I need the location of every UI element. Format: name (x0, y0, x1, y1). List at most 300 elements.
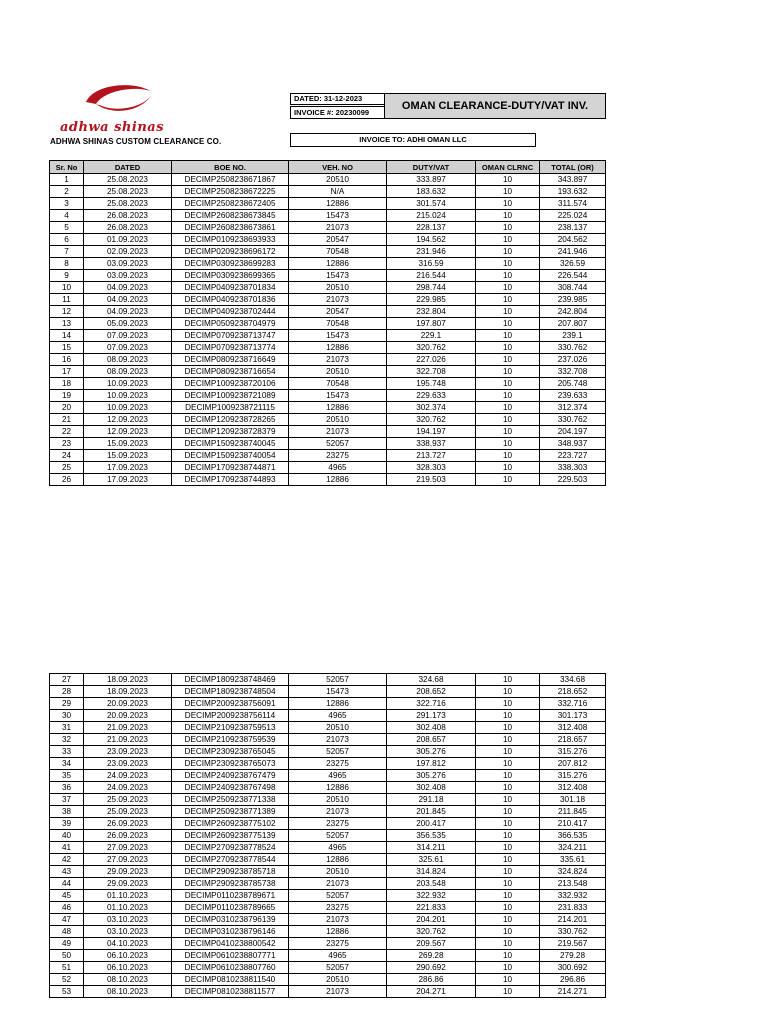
table-row (50, 342, 606, 354)
veh-no-cell: 20510 (289, 974, 387, 986)
table-row (50, 806, 606, 818)
table-row (50, 782, 606, 794)
sr-no-cell: 39 (50, 818, 84, 830)
veh-no-cell: 15473 (289, 210, 387, 222)
duty-vat-cell: 286.86 (387, 974, 476, 986)
oman-clrnc-cell: 10 (476, 818, 540, 830)
veh-no-cell: 21073 (289, 914, 387, 926)
table-row (50, 914, 606, 926)
veh-no-cell: 12886 (289, 782, 387, 794)
duty-vat-cell: 200.417 (387, 818, 476, 830)
total-cell: 231.833 (540, 902, 606, 914)
boe-no-cell: DECIMP0309238699283 (172, 258, 289, 270)
oman-clrnc-cell: 10 (476, 782, 540, 794)
date-cell: 10.09.2023 (84, 378, 172, 390)
sr-no-cell: 40 (50, 830, 84, 842)
oman-clrnc-cell: 10 (476, 306, 540, 318)
sr-no-cell: 49 (50, 938, 84, 950)
total-cell: 330.762 (540, 414, 606, 426)
sr-no-cell: 38 (50, 806, 84, 818)
table-row (50, 222, 606, 234)
total-cell: 207.807 (540, 318, 606, 330)
boe-no-cell: DECIMP2508238672225 (172, 186, 289, 198)
sr-no-cell: 33 (50, 746, 84, 758)
boe-no-cell: DECIMP2508238671867 (172, 174, 289, 186)
duty-vat-cell: 221.833 (387, 902, 476, 914)
date-cell: 08.10.2023 (84, 986, 172, 998)
oman-clrnc-cell: 10 (476, 294, 540, 306)
duty-vat-cell: 316.59 (387, 258, 476, 270)
boe-no-cell: DECIMP0810238811540 (172, 974, 289, 986)
table-row (50, 210, 606, 222)
date-cell: 24.09.2023 (84, 770, 172, 782)
oman-clrnc-cell: 10 (476, 318, 540, 330)
duty-vat-cell: 229.1 (387, 330, 476, 342)
duty-vat-cell: 208.657 (387, 734, 476, 746)
duty-vat-cell: 305.276 (387, 770, 476, 782)
duty-vat-cell: 183.632 (387, 186, 476, 198)
oman-clrnc-cell: 10 (476, 902, 540, 914)
sr-no-cell: 17 (50, 366, 84, 378)
oman-clrnc-cell: 10 (476, 174, 540, 186)
oman-clrnc-cell: 10 (476, 854, 540, 866)
table-row (50, 426, 606, 438)
duty-vat-cell: 204.271 (387, 986, 476, 998)
oman-clrnc-cell: 10 (476, 402, 540, 414)
boe-no-cell: DECIMP1009238721089 (172, 390, 289, 402)
total-cell: 308.744 (540, 282, 606, 294)
boe-no-cell: DECIMP0409238701834 (172, 282, 289, 294)
veh-no-cell: 4965 (289, 770, 387, 782)
duty-vat-cell: 269.28 (387, 950, 476, 962)
table-row (50, 270, 606, 282)
duty-vat-cell: 216.544 (387, 270, 476, 282)
col-header-boe-no: BOE NO. (172, 161, 289, 174)
date-cell: 26.08.2023 (84, 222, 172, 234)
total-cell: 330.762 (540, 342, 606, 354)
duty-vat-cell: 291.173 (387, 710, 476, 722)
table-row (50, 366, 606, 378)
duty-vat-cell: 201.845 (387, 806, 476, 818)
oman-clrnc-cell: 10 (476, 950, 540, 962)
table-row (50, 306, 606, 318)
date-cell: 29.09.2023 (84, 878, 172, 890)
boe-no-cell: DECIMP1009238721115 (172, 402, 289, 414)
table-row (50, 938, 606, 950)
oman-clrnc-cell: 10 (476, 186, 540, 198)
total-cell: 348.937 (540, 438, 606, 450)
oman-clrnc-cell: 10 (476, 758, 540, 770)
date-cell: 25.09.2023 (84, 794, 172, 806)
oman-clrnc-cell: 10 (476, 354, 540, 366)
table-row (50, 330, 606, 342)
col-header-oman-clrnc: OMAN CLRNC (476, 161, 540, 174)
boe-no-cell: DECIMP0810238811577 (172, 986, 289, 998)
sr-no-cell: 21 (50, 414, 84, 426)
boe-no-cell: DECIMP2508238672405 (172, 198, 289, 210)
duty-vat-cell: 324.68 (387, 674, 476, 686)
col-header-veh-no: VEH. NO (289, 161, 387, 174)
date-cell: 18.09.2023 (84, 674, 172, 686)
duty-vat-cell: 229.633 (387, 390, 476, 402)
col-header-duty-vat: DUTY/VAT (387, 161, 476, 174)
veh-no-cell: 20510 (289, 722, 387, 734)
sr-no-cell: 46 (50, 902, 84, 914)
duty-vat-cell: 194.197 (387, 426, 476, 438)
boe-no-cell: DECIMP1809238748469 (172, 674, 289, 686)
total-cell: 366.535 (540, 830, 606, 842)
total-cell: 279.28 (540, 950, 606, 962)
duty-vat-cell: 322.716 (387, 698, 476, 710)
date-cell: 23.09.2023 (84, 746, 172, 758)
sr-no-cell: 29 (50, 698, 84, 710)
sr-no-cell: 41 (50, 842, 84, 854)
boe-no-cell: DECIMP2709238778544 (172, 854, 289, 866)
total-cell: 330.762 (540, 926, 606, 938)
date-cell: 03.10.2023 (84, 926, 172, 938)
oman-clrnc-cell: 10 (476, 342, 540, 354)
oman-clrnc-cell: 10 (476, 674, 540, 686)
boe-no-cell: DECIMP1709238744893 (172, 474, 289, 486)
logo-wordmark: adhwa shinas (60, 120, 165, 135)
total-cell: 218.652 (540, 686, 606, 698)
date-cell: 08.10.2023 (84, 974, 172, 986)
date-cell: 27.09.2023 (84, 854, 172, 866)
table-row (50, 390, 606, 402)
date-cell: 07.09.2023 (84, 330, 172, 342)
table-row (50, 866, 606, 878)
total-cell: 229.503 (540, 474, 606, 486)
table-row (50, 402, 606, 414)
duty-vat-cell: 320.762 (387, 342, 476, 354)
table-row (50, 462, 606, 474)
duty-vat-cell: 231.946 (387, 246, 476, 258)
duty-vat-cell: 305.276 (387, 746, 476, 758)
total-cell: 324.211 (540, 842, 606, 854)
sr-no-cell: 50 (50, 950, 84, 962)
sr-no-cell: 26 (50, 474, 84, 486)
date-cell: 29.09.2023 (84, 866, 172, 878)
sr-no-cell: 8 (50, 258, 84, 270)
boe-no-cell: DECIMP0409238702444 (172, 306, 289, 318)
table-row (50, 722, 606, 734)
veh-no-cell: 52057 (289, 890, 387, 902)
table-row (50, 962, 606, 974)
veh-no-cell: 12886 (289, 698, 387, 710)
sr-no-cell: 22 (50, 426, 84, 438)
sr-no-cell: 4 (50, 210, 84, 222)
total-cell: 210.417 (540, 818, 606, 830)
table-row (50, 854, 606, 866)
table-row (50, 354, 606, 366)
oman-clrnc-cell: 10 (476, 770, 540, 782)
total-cell: 239.633 (540, 390, 606, 402)
oman-clrnc-cell: 10 (476, 746, 540, 758)
duty-vat-cell: 298.744 (387, 282, 476, 294)
duty-vat-cell: 209.567 (387, 938, 476, 950)
veh-no-cell: 20510 (289, 366, 387, 378)
total-cell: 237.026 (540, 354, 606, 366)
table-row (50, 378, 606, 390)
total-cell: 214.271 (540, 986, 606, 998)
boe-no-cell: DECIMP2608238673861 (172, 222, 289, 234)
date-cell: 25.08.2023 (84, 174, 172, 186)
date-cell: 20.09.2023 (84, 710, 172, 722)
oman-clrnc-cell: 10 (476, 710, 540, 722)
duty-vat-cell: 219.503 (387, 474, 476, 486)
boe-no-cell: DECIMP2609238775102 (172, 818, 289, 830)
table-row (50, 974, 606, 986)
boe-no-cell: DECIMP1509238740054 (172, 450, 289, 462)
total-cell: 214.201 (540, 914, 606, 926)
total-cell: 242.804 (540, 306, 606, 318)
veh-no-cell: N/A (289, 186, 387, 198)
oman-clrnc-cell: 10 (476, 830, 540, 842)
total-cell: 335.61 (540, 854, 606, 866)
sr-no-cell: 14 (50, 330, 84, 342)
duty-vat-cell: 229.985 (387, 294, 476, 306)
sr-no-cell: 36 (50, 782, 84, 794)
date-cell: 06.10.2023 (84, 962, 172, 974)
sr-no-cell: 16 (50, 354, 84, 366)
sr-no-cell: 44 (50, 878, 84, 890)
document-title: OMAN CLEARANCE-DUTY/VAT INV. (384, 93, 606, 119)
duty-vat-cell: 232.804 (387, 306, 476, 318)
oman-clrnc-cell: 10 (476, 878, 540, 890)
veh-no-cell: 20510 (289, 866, 387, 878)
oman-clrnc-cell: 10 (476, 414, 540, 426)
veh-no-cell: 52057 (289, 746, 387, 758)
duty-vat-cell: 197.812 (387, 758, 476, 770)
veh-no-cell: 21073 (289, 806, 387, 818)
veh-no-cell: 20547 (289, 234, 387, 246)
veh-no-cell: 20547 (289, 306, 387, 318)
veh-no-cell: 20510 (289, 414, 387, 426)
total-cell: 315.276 (540, 746, 606, 758)
sr-no-cell: 19 (50, 390, 84, 402)
veh-no-cell: 21073 (289, 426, 387, 438)
date-cell: 12.09.2023 (84, 426, 172, 438)
date-cell: 02.09.2023 (84, 246, 172, 258)
oman-clrnc-cell: 10 (476, 938, 540, 950)
total-cell: 324.824 (540, 866, 606, 878)
boe-no-cell: DECIMP0109238693933 (172, 234, 289, 246)
boe-no-cell: DECIMP2509238771338 (172, 794, 289, 806)
date-cell: 15.09.2023 (84, 438, 172, 450)
sr-no-cell: 10 (50, 282, 84, 294)
date-cell: 26.08.2023 (84, 210, 172, 222)
date-cell: 01.10.2023 (84, 890, 172, 902)
boe-no-cell: DECIMP1809238748504 (172, 686, 289, 698)
veh-no-cell: 12886 (289, 474, 387, 486)
table-row (50, 186, 606, 198)
oman-clrnc-cell: 10 (476, 734, 540, 746)
boe-no-cell: DECIMP2109238759539 (172, 734, 289, 746)
company-logo (50, 82, 250, 152)
date-cell: 26.09.2023 (84, 818, 172, 830)
oman-clrnc-cell: 10 (476, 366, 540, 378)
duty-vat-cell: 194.562 (387, 234, 476, 246)
table-row (50, 198, 606, 210)
total-cell: 223.727 (540, 450, 606, 462)
table-row (50, 246, 606, 258)
veh-no-cell: 21073 (289, 222, 387, 234)
boe-no-cell: DECIMP1709238744871 (172, 462, 289, 474)
sr-no-cell: 2 (50, 186, 84, 198)
boe-no-cell: DECIMP2909238785738 (172, 878, 289, 890)
sr-no-cell: 28 (50, 686, 84, 698)
table-row (50, 830, 606, 842)
table-row (50, 438, 606, 450)
oman-clrnc-cell: 10 (476, 474, 540, 486)
table-row (50, 926, 606, 938)
oman-clrnc-cell: 10 (476, 282, 540, 294)
veh-no-cell: 15473 (289, 270, 387, 282)
total-cell: 301.173 (540, 710, 606, 722)
oman-clrnc-cell: 10 (476, 806, 540, 818)
date-cell: 25.08.2023 (84, 198, 172, 210)
oman-clrnc-cell: 10 (476, 686, 540, 698)
duty-vat-cell: 215.024 (387, 210, 476, 222)
date-cell: 17.09.2023 (84, 462, 172, 474)
total-cell: 338.303 (540, 462, 606, 474)
boe-no-cell: DECIMP2309238765045 (172, 746, 289, 758)
total-cell: 312.408 (540, 722, 606, 734)
table-row (50, 294, 606, 306)
duty-vat-cell: 213.727 (387, 450, 476, 462)
duty-vat-cell: 195.748 (387, 378, 476, 390)
total-cell: 241.946 (540, 246, 606, 258)
table-row (50, 450, 606, 462)
boe-no-cell: DECIMP0709238713774 (172, 342, 289, 354)
table-body-page-2 (50, 674, 606, 998)
total-cell: 213.548 (540, 878, 606, 890)
sr-no-cell: 9 (50, 270, 84, 282)
total-cell: 239.985 (540, 294, 606, 306)
veh-no-cell: 21073 (289, 986, 387, 998)
table-row (50, 674, 606, 686)
table-row (50, 770, 606, 782)
veh-no-cell: 20510 (289, 282, 387, 294)
veh-no-cell: 4965 (289, 842, 387, 854)
table-row (50, 734, 606, 746)
date-cell: 21.09.2023 (84, 722, 172, 734)
sr-no-cell: 20 (50, 402, 84, 414)
table-row (50, 890, 606, 902)
total-cell: 332.708 (540, 366, 606, 378)
oman-clrnc-cell: 10 (476, 962, 540, 974)
duty-vat-cell: 333.897 (387, 174, 476, 186)
boe-no-cell: DECIMP0110238789665 (172, 902, 289, 914)
table-row (50, 878, 606, 890)
oman-clrnc-cell: 10 (476, 390, 540, 402)
sr-no-cell: 42 (50, 854, 84, 866)
duty-vat-cell: 204.201 (387, 914, 476, 926)
veh-no-cell: 21073 (289, 294, 387, 306)
veh-no-cell: 4965 (289, 950, 387, 962)
oman-clrnc-cell: 10 (476, 986, 540, 998)
col-header-dated: DATED (84, 161, 172, 174)
boe-no-cell: DECIMP0310238796146 (172, 926, 289, 938)
date-cell: 15.09.2023 (84, 450, 172, 462)
sr-no-cell: 12 (50, 306, 84, 318)
oman-clrnc-cell: 10 (476, 198, 540, 210)
table-row (50, 318, 606, 330)
sr-no-cell: 3 (50, 198, 84, 210)
duty-vat-cell: 328.303 (387, 462, 476, 474)
veh-no-cell: 21073 (289, 354, 387, 366)
boe-no-cell: DECIMP0410238800542 (172, 938, 289, 950)
table-row (50, 842, 606, 854)
sr-no-cell: 1 (50, 174, 84, 186)
boe-no-cell: DECIMP2009238756091 (172, 698, 289, 710)
veh-no-cell: 52057 (289, 830, 387, 842)
col-header-total: TOTAL (OR) (540, 161, 606, 174)
oman-clrnc-cell: 10 (476, 258, 540, 270)
veh-no-cell: 12886 (289, 342, 387, 354)
total-cell: 204.562 (540, 234, 606, 246)
total-cell: 312.374 (540, 402, 606, 414)
total-cell: 343.897 (540, 174, 606, 186)
total-cell: 211.845 (540, 806, 606, 818)
sr-no-cell: 23 (50, 438, 84, 450)
sr-no-cell: 51 (50, 962, 84, 974)
boe-no-cell: DECIMP0610238807760 (172, 962, 289, 974)
date-cell: 27.09.2023 (84, 842, 172, 854)
logo-swoosh-icon (82, 82, 156, 118)
duty-vat-cell: 301.574 (387, 198, 476, 210)
date-cell: 25.08.2023 (84, 186, 172, 198)
boe-no-cell: DECIMP2509238771389 (172, 806, 289, 818)
oman-clrnc-cell: 10 (476, 210, 540, 222)
veh-no-cell: 20510 (289, 174, 387, 186)
boe-no-cell: DECIMP2409238767498 (172, 782, 289, 794)
date-cell: 04.09.2023 (84, 306, 172, 318)
sr-no-cell: 47 (50, 914, 84, 926)
total-cell: 326.59 (540, 258, 606, 270)
duty-vat-cell: 291.18 (387, 794, 476, 806)
veh-no-cell: 12886 (289, 198, 387, 210)
veh-no-cell: 15473 (289, 686, 387, 698)
oman-clrnc-cell: 10 (476, 866, 540, 878)
duty-vat-cell: 322.708 (387, 366, 476, 378)
oman-clrnc-cell: 10 (476, 222, 540, 234)
oman-clrnc-cell: 10 (476, 698, 540, 710)
sr-no-cell: 32 (50, 734, 84, 746)
duty-vat-cell: 227.026 (387, 354, 476, 366)
oman-clrnc-cell: 10 (476, 234, 540, 246)
veh-no-cell: 12886 (289, 258, 387, 270)
veh-no-cell: 15473 (289, 390, 387, 402)
date-cell: 07.09.2023 (84, 342, 172, 354)
total-cell: 193.632 (540, 186, 606, 198)
sr-no-cell: 11 (50, 294, 84, 306)
total-cell: 225.024 (540, 210, 606, 222)
boe-no-cell: DECIMP0310238796139 (172, 914, 289, 926)
duty-vat-cell: 338.937 (387, 438, 476, 450)
total-cell: 218.657 (540, 734, 606, 746)
invoice-table-page-1 (49, 160, 606, 486)
boe-no-cell: DECIMP0509238704979 (172, 318, 289, 330)
date-cell: 08.09.2023 (84, 366, 172, 378)
boe-no-cell: DECIMP2709238778524 (172, 842, 289, 854)
duty-vat-cell: 302.408 (387, 782, 476, 794)
date-cell: 06.10.2023 (84, 950, 172, 962)
veh-no-cell: 4965 (289, 710, 387, 722)
duty-vat-cell: 197.807 (387, 318, 476, 330)
veh-no-cell: 70548 (289, 246, 387, 258)
oman-clrnc-cell: 10 (476, 926, 540, 938)
